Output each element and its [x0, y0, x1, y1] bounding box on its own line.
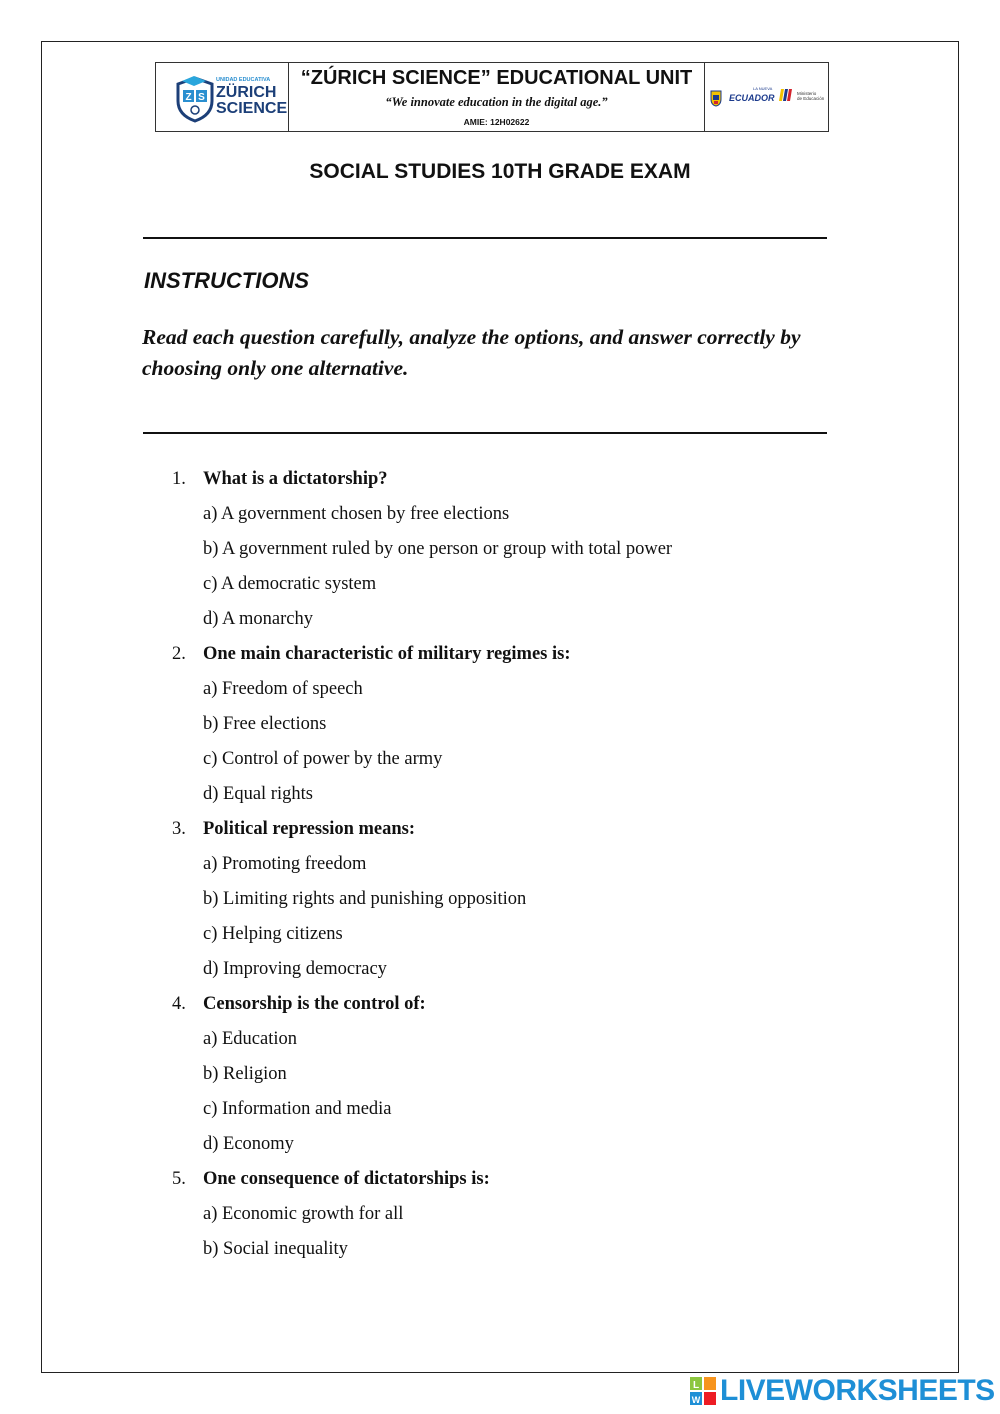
school-motto: “We innovate education in the digital age.” — [385, 95, 608, 109]
answer-option[interactable]: b) A government ruled by one person or group with total power — [203, 539, 673, 559]
logo-letter-w: W — [691, 1395, 701, 1405]
government-logo — [705, 63, 829, 131]
question-number: 3. — [172, 819, 186, 839]
school-amie: AMIE: 12H02622 — [463, 117, 530, 127]
answer-option[interactable]: c) Information and media — [203, 1099, 392, 1119]
gov-country: ECUADOR — [729, 93, 775, 103]
question-2 — [172, 637, 872, 672]
answer-option[interactable]: b) Social inequality — [203, 1239, 348, 1259]
school-shield-icon — [174, 75, 216, 123]
badge-letter-z: Z — [185, 92, 192, 103]
gov-la-nueva: LA NUEVA — [753, 86, 773, 91]
liveworksheets-watermark — [690, 1372, 995, 1410]
answer-option[interactable]: b) Limiting rights and punishing opposition — [203, 889, 527, 909]
instructions-heading: INSTRUCTIONS — [144, 268, 309, 293]
question-list — [172, 462, 872, 1267]
question-number: 5. — [172, 1169, 186, 1189]
answer-option[interactable]: c) Control of power by the army — [203, 749, 443, 769]
logo-name — [216, 85, 287, 117]
answer-option[interactable]: a) Promoting freedom — [203, 854, 367, 874]
answer-option[interactable]: b) Free elections — [203, 714, 327, 734]
answer-option[interactable]: c) Helping citizens — [203, 924, 343, 944]
coat-of-arms-icon — [709, 89, 723, 107]
school-title-cell — [289, 63, 705, 131]
question-text: What is a dictatorship? — [203, 469, 388, 489]
gov-ministry — [797, 91, 824, 101]
question-number: 1. — [172, 469, 186, 489]
question-text: Political repression means: — [203, 819, 416, 839]
question-text: Censorship is the control of: — [203, 994, 426, 1014]
answer-option[interactable]: b) Religion — [203, 1064, 287, 1084]
exam-title: SOCIAL STUDIES 10TH GRADE EXAM — [309, 160, 691, 183]
question-5 — [172, 1162, 872, 1197]
question-text: One consequence of dictatorships is: — [203, 1169, 490, 1189]
logo-line-1: ZÜRICH — [216, 84, 277, 101]
answer-option[interactable]: d) Economy — [203, 1134, 294, 1154]
question-number: 2. — [172, 644, 186, 664]
watermark-text: LIVEWORKSHEETS — [720, 1374, 995, 1407]
logo-small-text: UNIDAD EDUCATIVA — [216, 77, 271, 83]
answer-option[interactable]: a) Freedom of speech — [203, 679, 363, 699]
answer-option[interactable]: a) Economic growth for all — [203, 1204, 404, 1224]
school-logo — [155, 63, 289, 131]
answer-option[interactable]: d) Improving democracy — [203, 959, 387, 979]
gov-ministry-line-2: de Educación — [797, 96, 825, 101]
question-text: One main characteristic of military regimes is: — [203, 644, 571, 664]
question-4 — [172, 987, 872, 1022]
answer-option[interactable]: d) Equal rights — [203, 784, 313, 804]
logo-letter-l: L — [692, 1380, 700, 1391]
question-3 — [172, 812, 872, 847]
header-table — [155, 62, 829, 132]
answer-option[interactable]: d) A monarchy — [203, 609, 313, 629]
instructions-text: Read each question carefully, analyze the options, and answer correctly by choosing only one alternative. — [142, 325, 801, 380]
badge-letter-s: S — [198, 92, 205, 103]
logo-line-2: SCIENCE — [216, 100, 288, 117]
answer-option[interactable]: a) A government chosen by free elections — [203, 504, 510, 524]
divider-top — [143, 237, 827, 239]
answer-option[interactable]: a) Education — [203, 1029, 297, 1049]
question-1 — [172, 462, 872, 497]
school-name: “ZÚRICH SCIENCE” EDUCATIONAL UNIT — [300, 67, 693, 89]
answer-option[interactable]: c) A democratic system — [203, 574, 377, 594]
gov-ministry-line-1: Ministerio — [797, 91, 817, 96]
liveworksheets-logo-icon — [690, 1377, 716, 1405]
flag-stripes-icon — [779, 89, 793, 101]
divider-bottom — [143, 432, 827, 434]
question-number: 4. — [172, 994, 186, 1014]
